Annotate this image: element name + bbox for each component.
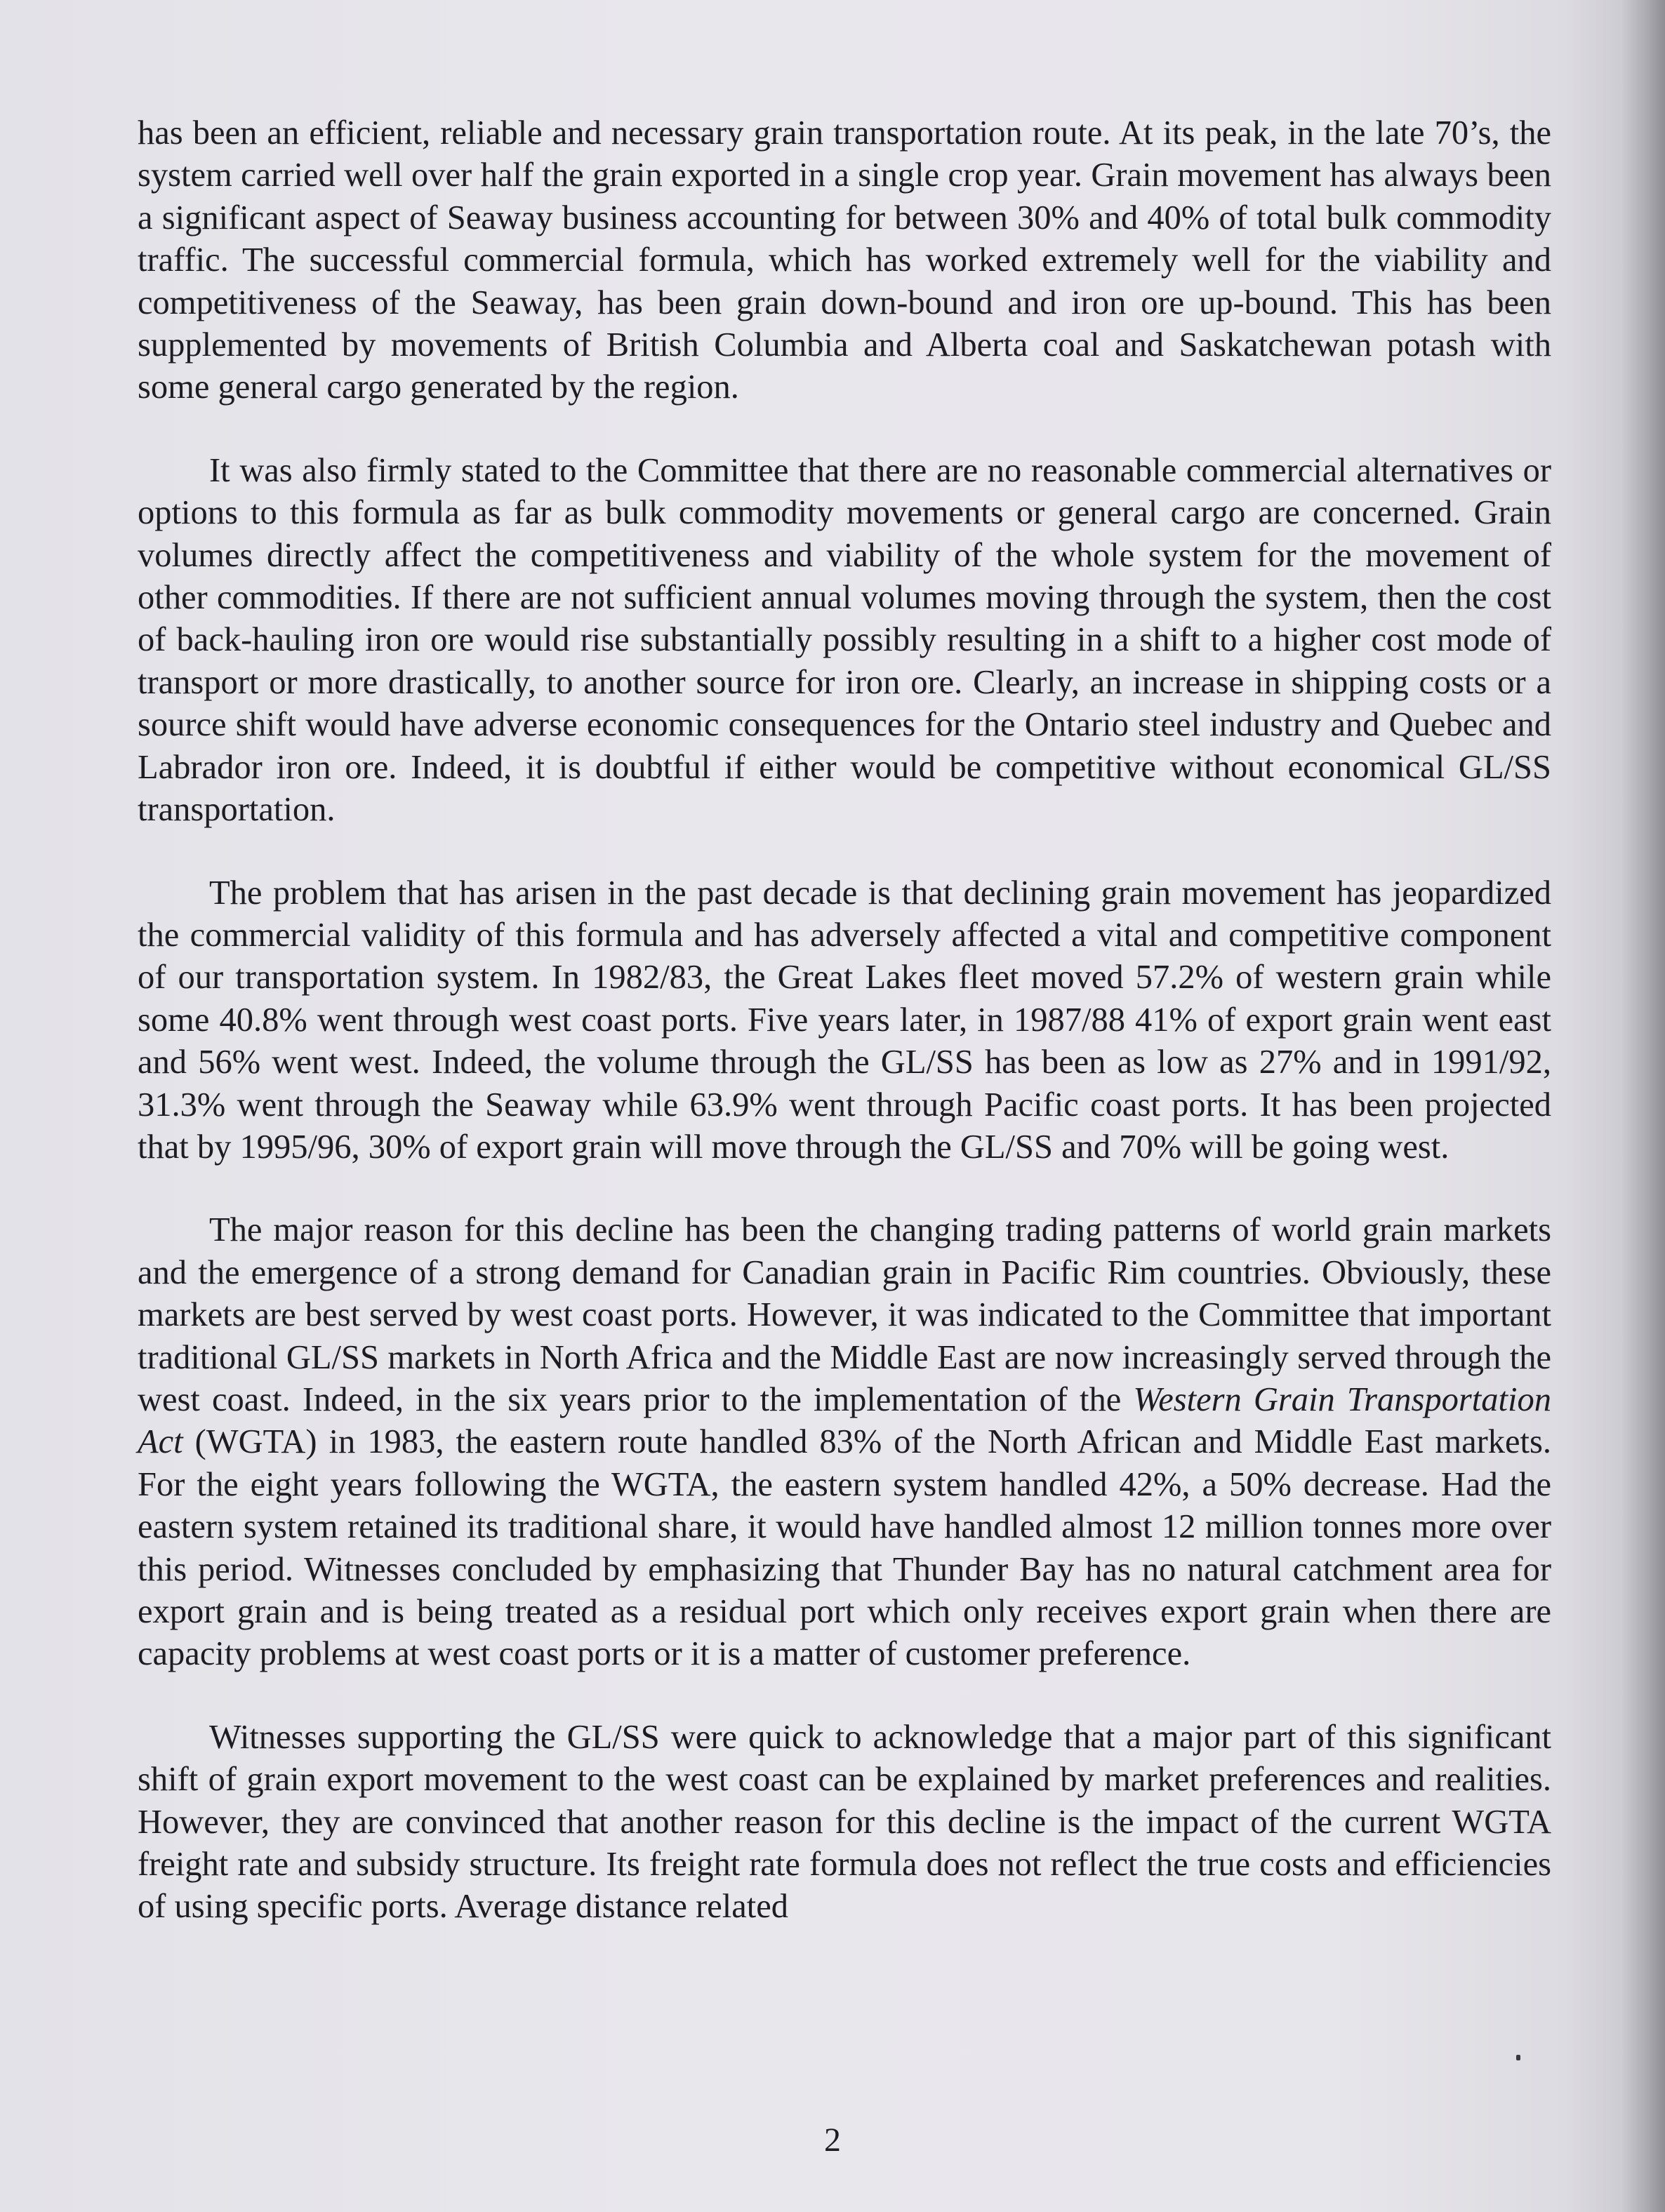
- page-edge-shadow: [1623, 0, 1665, 2212]
- paragraph-text-after-title: (WGTA) in 1983, the eastern route handled 83% of the North African and Middle East markets. For the eight years following the WGTA, the eastern system handled 42%, a 50% decrease. Had the eastern system retained its traditional share, it would have handled almost 12 million tonnes more over this period. Witnesses concluded by emphasizing that Thunder Bay has no natural catchment area for export grain and is being treated as a residual port which only receives export grain when there are capacity problems at west coast ports or it is a matter of customer preference.: [138, 1423, 1551, 1673]
- paragraph-commercial-alternatives: It was also firmly stated to the Committee that there are no reasonable commercial alternatives or options to this formula as far as bulk commodity movements or general cargo are concerned. Grain volumes directly affect the competitiveness and viability of the whole system for the movement of other commodities. If there are not sufficient annual volumes moving through the system, then the cost of back-hauling iron ore would rise substantially possibly resulting in a shift to a higher cost mode of transport or more drastically, to another source for iron ore. Clearly, an increase in shipping costs or a source shift would have adverse economic consequences for the Ontario steel industry and Quebec and Labrador iron ore. Indeed, it is doubtful if either would be competitive without economical GL/SS transportation.: [138, 451, 1551, 829]
- paragraph-trading-patterns: [138, 1209, 1551, 1675]
- body-text: [138, 112, 1551, 1969]
- paragraph-text-before-title: The major reason for this decline has been the changing trading patterns of world grain markets and the emergence of a strong demand for Canadian grain in Pacific Rim countries. Obviously, these markets are best served by west coast ports. However, it was indicated to the Committee that important traditional GL/SS markets in North Africa and the Middle East are now increasingly served through the west coast. Indeed, in the six years prior to the implementation of the: [138, 1211, 1551, 1418]
- paragraph-declining-grain: The problem that has arisen in the past decade is that declining grain movement has jeopardized the commercial validity of this formula and has adversely affected a vital and competitive component of our transportation system. In 1982/83, the Great Lakes fleet moved 57.2% of western grain while some 40.8% went through west coast ports. Five years later, in 1987/88 41% of export grain went east and 56% went west. Indeed, the volume through the GL/SS has been as low as 27% and in 1991/92, 31.3% went through the Seaway while 63.9% went through Pacific coast ports. It has been projected that by 1995/96, 30% of export grain will move through the GL/SS and 70% will be going west.: [138, 874, 1551, 1166]
- act-title: Western Grain Transportation Act: [138, 1380, 1551, 1461]
- page-number: 2: [824, 2121, 841, 2159]
- paragraph-continued: has been an efficient, reliable and necessary grain transportation route. At its peak, in the late 70’s, the system carried well over half the grain exported in a single crop year. Grain movement has always been a significant aspect of Seaway business accounting for between 30% and 40% of total bulk commodity traffic. The successful commercial formula, which has worked extremely well for the viability and competitiveness of the Seaway, has been grain down-bound and iron ore up-bound. This has been supplemented by movements of British Columbia and Alberta coal and Saskatchewan potash with some general cargo generated by the region.: [138, 114, 1551, 406]
- paragraph-witnesses-supporting: Witnesses supporting the GL/SS were quick to acknowledge that a major part of this significant shift of grain export movement to the west coast can be explained by market preferences and realities. However, they are convinced that another reason for this decline is the impact of the current WGTA freight rate and subsidy structure. Its freight rate formula does not reflect the true costs and efficiencies of using specific ports. Average distance related: [138, 1718, 1551, 1926]
- stray-mark: [1516, 2055, 1520, 2060]
